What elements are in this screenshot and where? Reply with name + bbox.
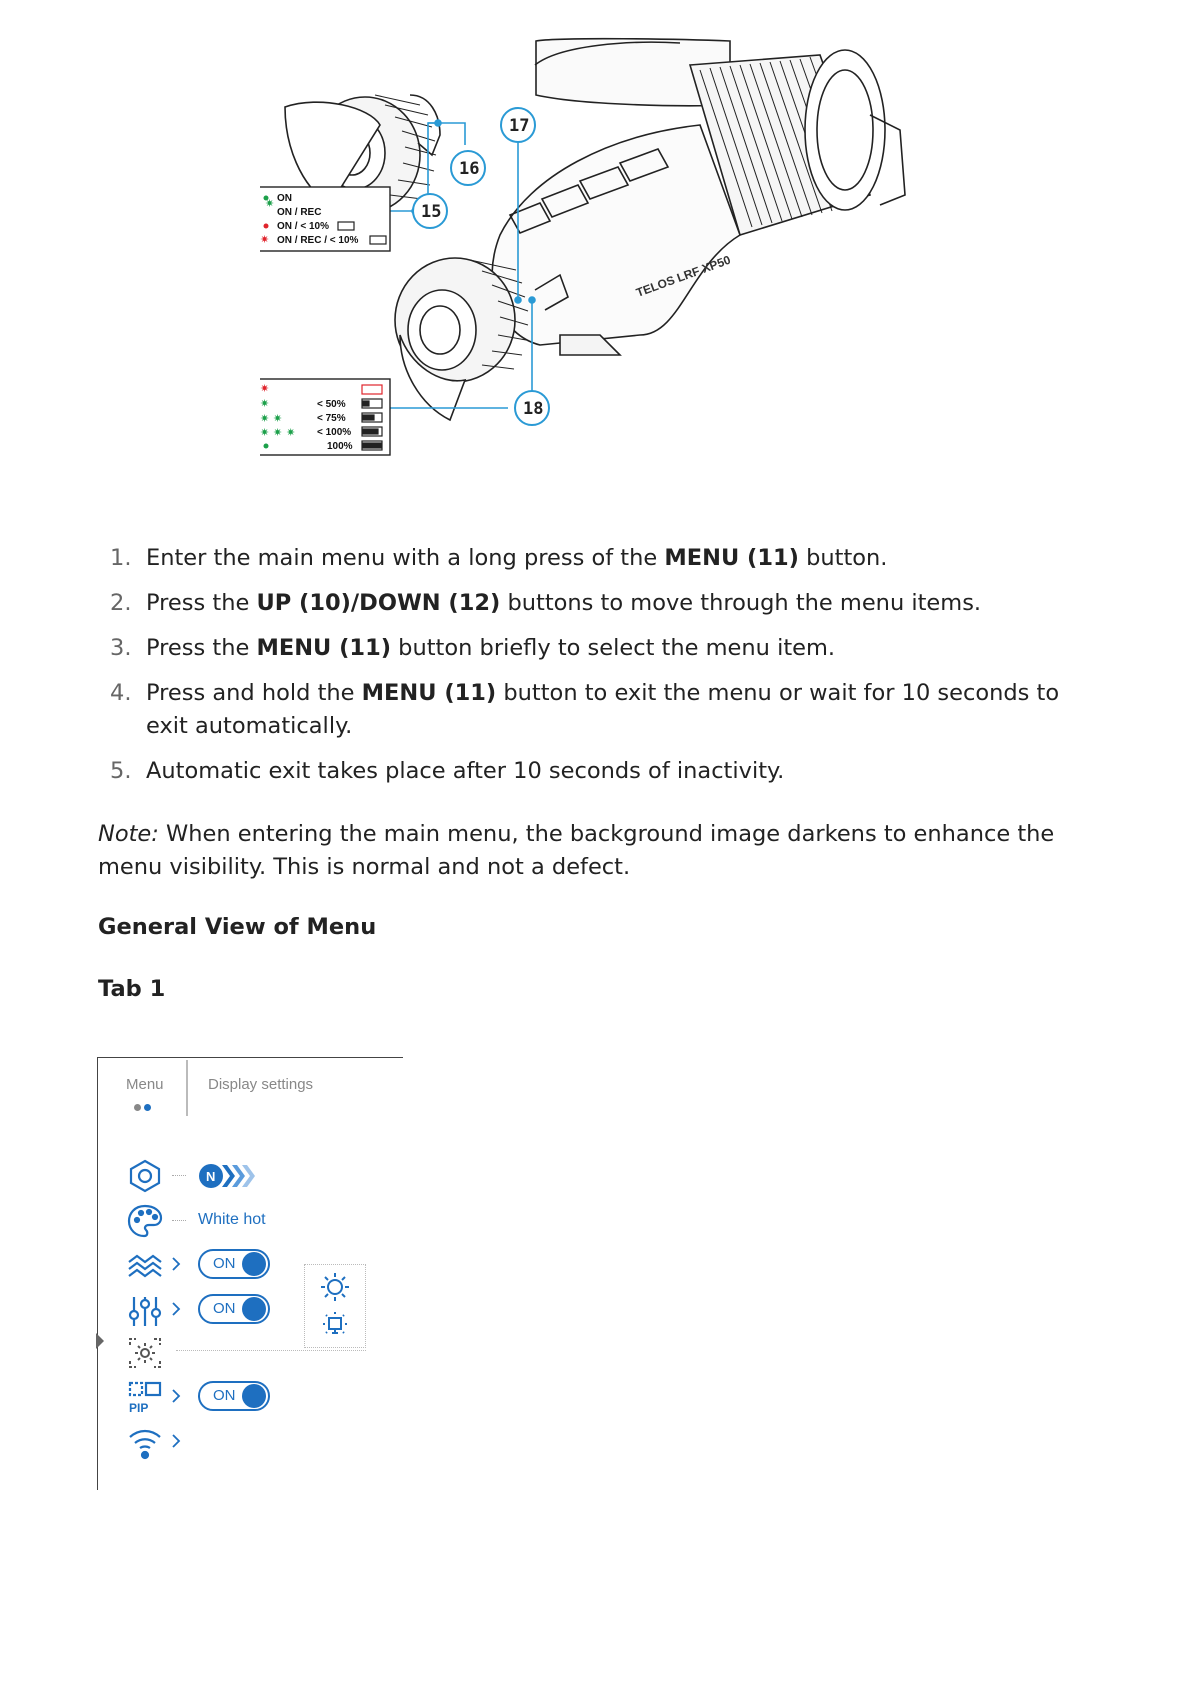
svg-text:PIP: PIP	[129, 1401, 149, 1415]
step-4: 4. Press and hold the MENU (11) button to exit the menu or wait for 10 seconds to exit automatically.	[110, 680, 1060, 739]
led-legend-on-rec-low: ON / REC / < 10%	[277, 235, 359, 246]
chevron-right-icon	[170, 1431, 182, 1451]
pip-icon	[126, 1380, 164, 1416]
note-text: When entering the main menu, the background image darkens to enhance the menu visibility. This is normal and not a defect.	[98, 821, 1055, 880]
palette-value: White hot	[198, 1211, 266, 1228]
selected-item-marker	[96, 1333, 104, 1349]
tab-title: Tab 1	[98, 976, 166, 1002]
battery-legend-lt100: < 100%	[317, 427, 352, 438]
menu-item-wifi-settings[interactable]	[126, 1425, 396, 1461]
led-legend-on-low: ON / < 10%	[277, 221, 329, 232]
battery-legend-50: < 50%	[317, 399, 346, 410]
brightness-frame-icon	[126, 1335, 164, 1371]
chevron-right-icon	[170, 1254, 182, 1274]
leader-dots	[172, 1220, 186, 1221]
menu-page-dots	[134, 1098, 154, 1116]
battery-legend-100: 100%	[327, 441, 353, 452]
battery-legend-75: < 75%	[317, 413, 346, 424]
smoothing-wave-icon	[126, 1248, 164, 1284]
menu-item-brightness[interactable]	[126, 1335, 396, 1371]
svg-text:✷: ✷	[260, 397, 270, 410]
svg-text:✷: ✷	[265, 197, 275, 210]
wifi-settings-icon	[126, 1425, 164, 1461]
smoothing-toggle[interactable]: ON	[198, 1249, 270, 1279]
section-title: General View of Menu	[98, 914, 377, 940]
leader-dots	[172, 1175, 186, 1176]
svg-text:✷: ✷	[260, 382, 270, 395]
svg-text:N: N	[206, 1169, 216, 1184]
chevron-right-icon	[170, 1299, 182, 1319]
svg-text:✷ ✷ ✷: ✷ ✷ ✷	[260, 426, 296, 439]
menu-header-title: Display settings	[208, 1076, 314, 1093]
svg-text:✷: ✷	[260, 233, 270, 246]
sun-brightness-icon[interactable]	[319, 1271, 351, 1303]
menu-label: Menu	[126, 1076, 164, 1093]
step-5: 5. Automatic exit takes place after 10 seconds of inactivity.	[110, 758, 785, 784]
menu-item-mode[interactable]	[126, 1158, 396, 1194]
menu-screenshot	[97, 1057, 403, 1490]
pip-toggle[interactable]: ON	[198, 1381, 270, 1411]
callout-17: 17	[509, 116, 530, 136]
menu-item-pip[interactable]	[126, 1380, 396, 1416]
step-3: 3. Press the MENU (11) button briefly to select the menu item.	[110, 635, 836, 661]
note-paragraph	[98, 818, 1098, 884]
palette-icon	[126, 1203, 164, 1239]
instruction-steps	[98, 542, 1098, 800]
menu-item-palette[interactable]	[126, 1203, 396, 1239]
device-illustration	[260, 35, 940, 500]
led-legend-on-rec: ON / REC	[277, 207, 322, 218]
callout-16: 16	[459, 159, 480, 179]
equalizer-icon	[126, 1293, 164, 1329]
chevron-right-icon	[170, 1386, 182, 1406]
header-divider	[186, 1060, 188, 1116]
led-legend-on: ON	[277, 193, 292, 204]
callout-15: 15	[421, 202, 442, 222]
brand-label: TELOS LRF XP50	[634, 252, 733, 300]
svg-text:✷ ✷: ✷ ✷	[260, 412, 283, 425]
mode-hexagon-icon	[126, 1158, 164, 1194]
callout-18: 18	[523, 399, 544, 419]
mode-badge-icon	[198, 1162, 258, 1190]
note-label: Note:	[98, 821, 159, 847]
step-2: 2. Press the UP (10)/DOWN (12) buttons to move through the menu items.	[110, 590, 982, 616]
step-1: 1. Enter the main menu with a long press of the MENU (11) button.	[110, 545, 888, 571]
image-settings-toggle[interactable]: ON	[198, 1294, 270, 1324]
